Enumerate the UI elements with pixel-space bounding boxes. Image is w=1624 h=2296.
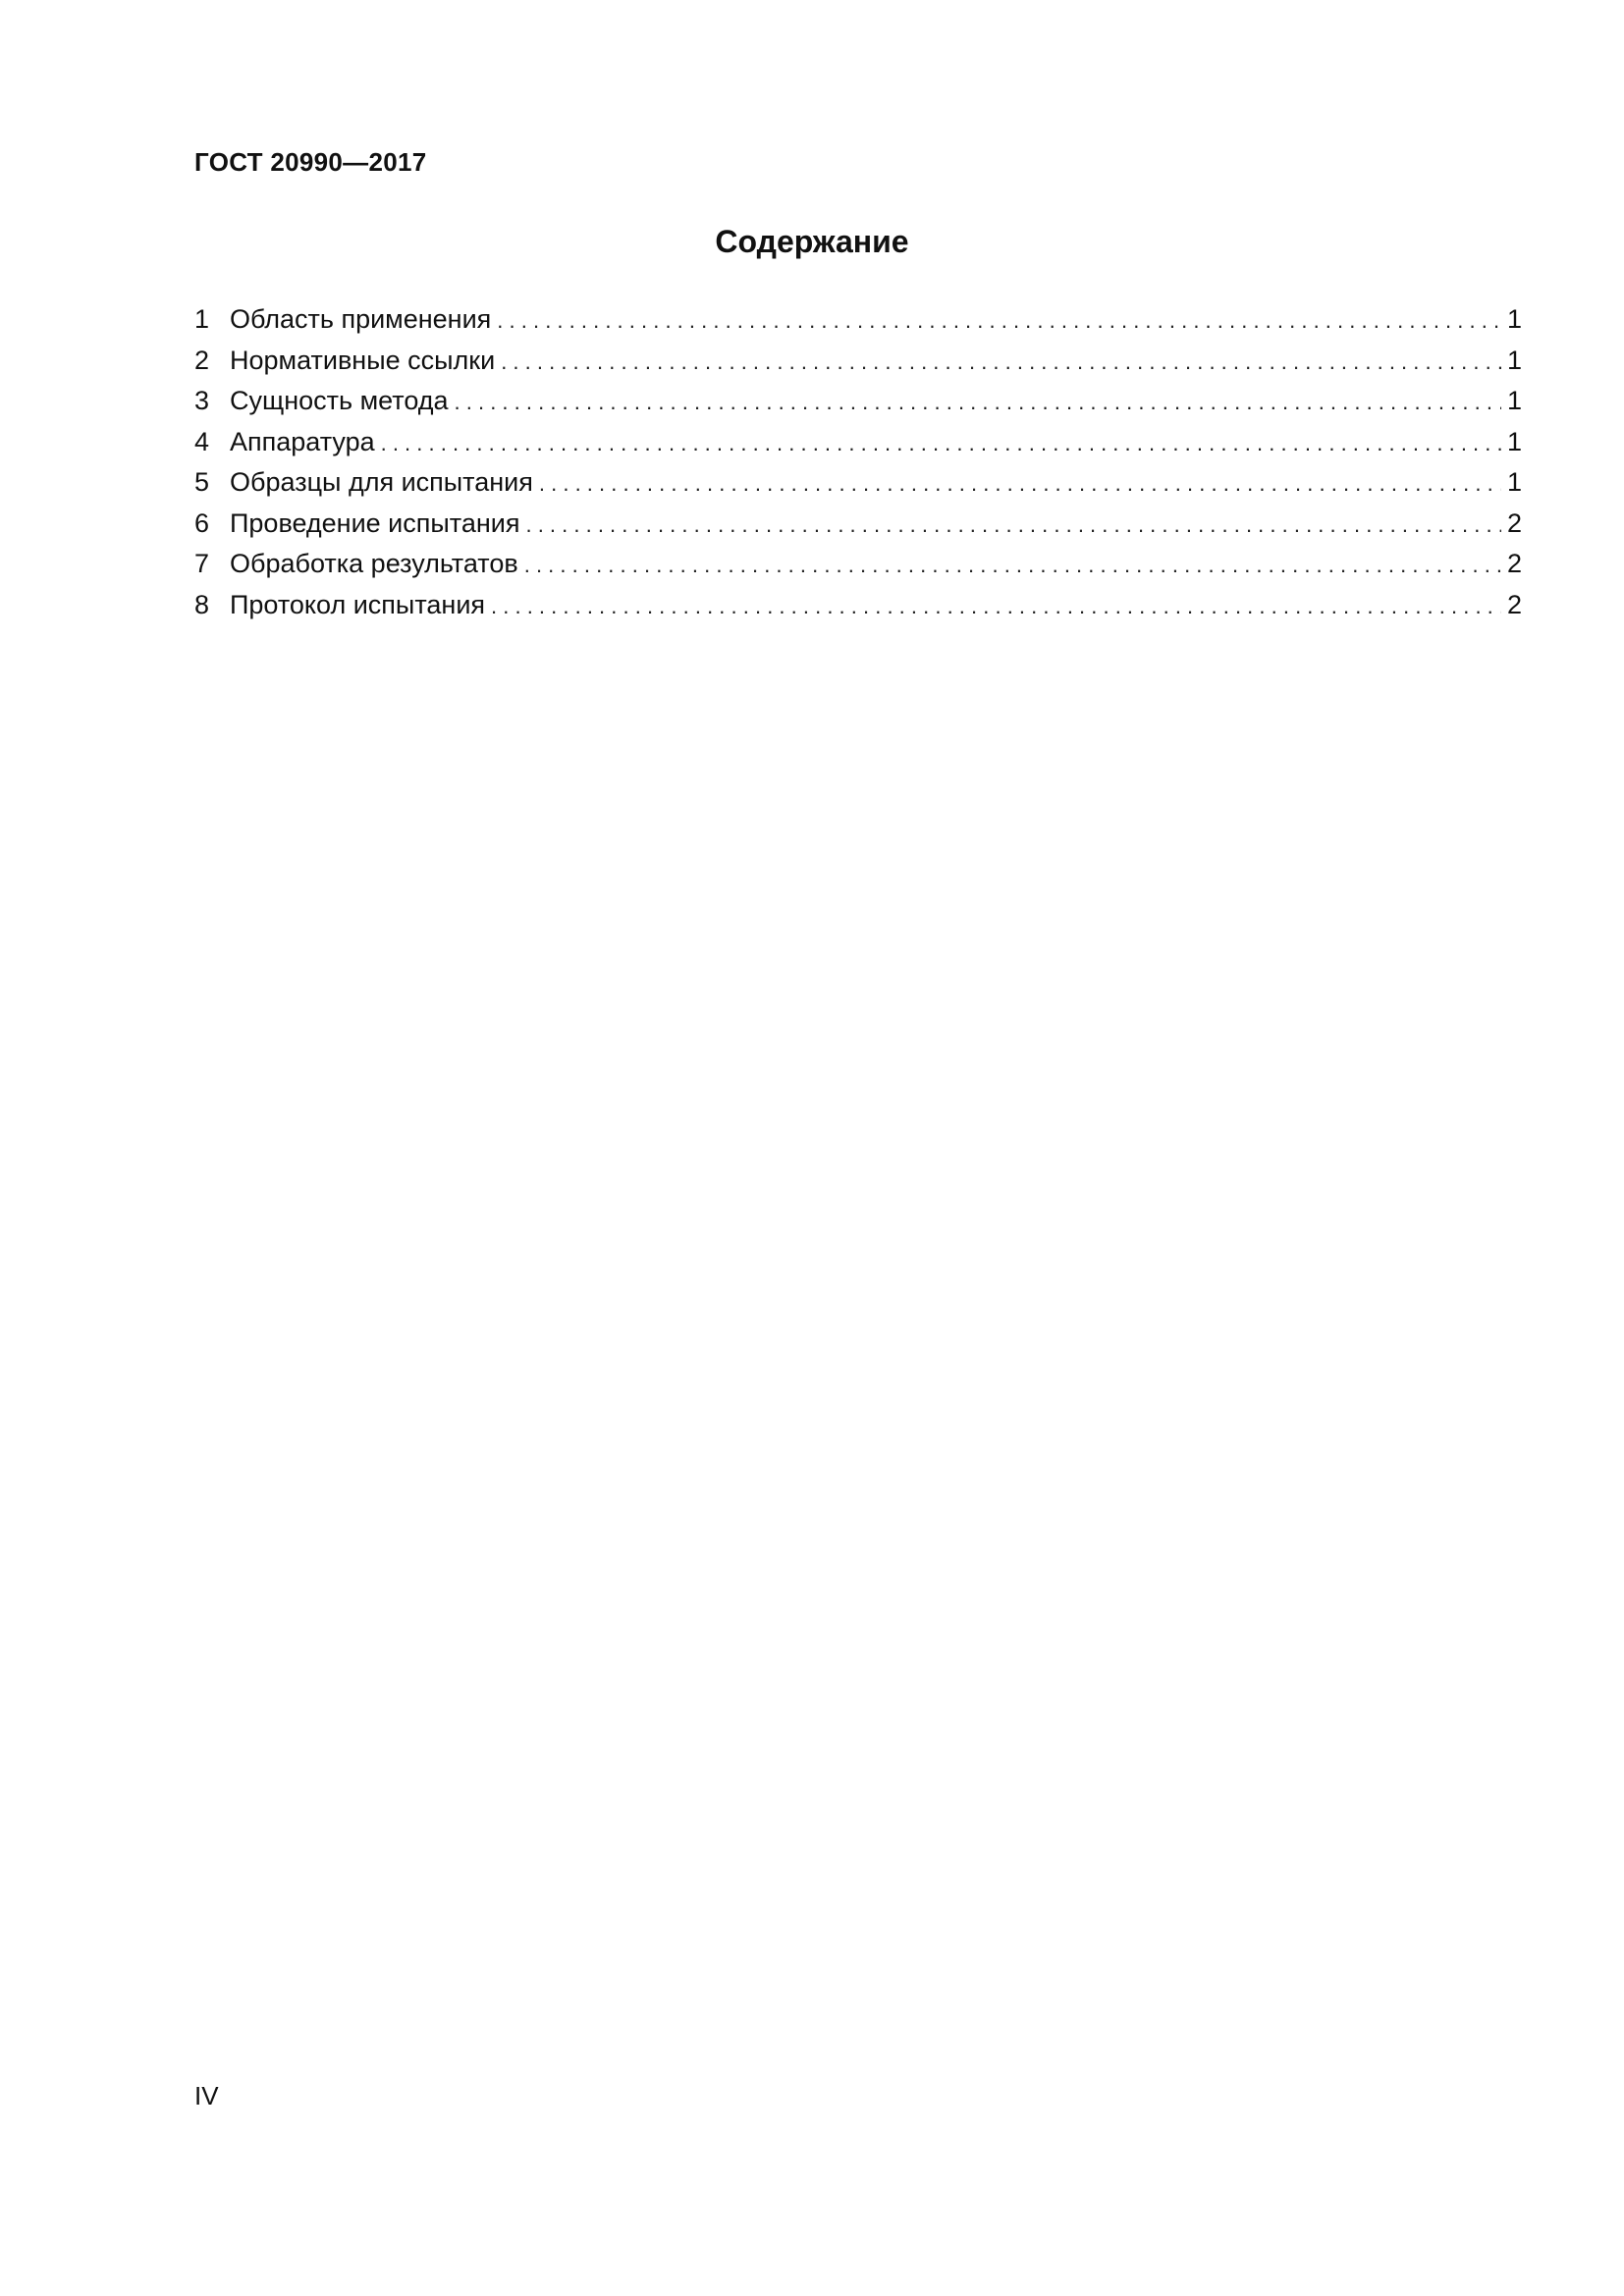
toc-entry[interactable] [194,585,1522,626]
toc-entry-page: 1 [1506,467,1522,497]
toc-entry[interactable] [194,422,1522,463]
toc-entry-title: Область применения [230,304,492,334]
toc-entry[interactable] [194,544,1522,585]
toc-entry-page: 1 [1506,304,1522,334]
toc-dot-leader [501,342,1501,383]
toc-entry-number: 5 [194,467,210,497]
toc-entry-title: Аппаратура [230,426,375,456]
toc-dot-leader [524,545,1501,586]
toc-entry[interactable] [194,381,1522,422]
toc-dot-leader [497,300,1501,342]
toc-title: Содержание [715,224,909,259]
toc-entry-page: 1 [1506,426,1522,456]
toc-dot-leader [455,382,1501,423]
toc-entry-title: Протокол испытания [230,589,486,619]
toc-entry-title: Обработка результатов [230,549,518,578]
toc-entry-number: 1 [194,304,210,334]
toc-entry-title: Образцы для испытания [230,467,533,497]
table-of-contents [194,299,1522,625]
toc-entry-number: 6 [194,507,210,538]
toc-dot-leader [539,463,1501,505]
page-number: IV [194,2081,219,2110]
toc-entry[interactable] [194,462,1522,504]
toc-entry-page: 2 [1506,589,1522,619]
toc-entry-page: 2 [1506,549,1522,578]
toc-entry-title: Нормативные ссылки [230,345,496,375]
toc-entry-title: Проведение испытания [230,507,520,538]
toc-entry-number: 2 [194,345,210,375]
document-code: ГОСТ 20990—2017 [194,147,427,177]
toc-entry-number: 3 [194,386,210,415]
toc-entry[interactable] [194,299,1522,341]
toc-dot-leader [491,586,1501,627]
toc-entry-page: 2 [1506,507,1522,538]
toc-dot-leader [381,423,1501,464]
toc-entry[interactable] [194,341,1522,382]
toc-dot-leader [525,505,1500,546]
toc-entry-title: Сущность метода [230,386,449,415]
toc-entry-page: 1 [1506,345,1522,375]
toc-entry-number: 8 [194,589,210,619]
toc-entry-number: 4 [194,426,210,456]
toc-entry-number: 7 [194,549,210,578]
toc-entry[interactable] [194,504,1522,545]
toc-entry-page: 1 [1506,386,1522,415]
